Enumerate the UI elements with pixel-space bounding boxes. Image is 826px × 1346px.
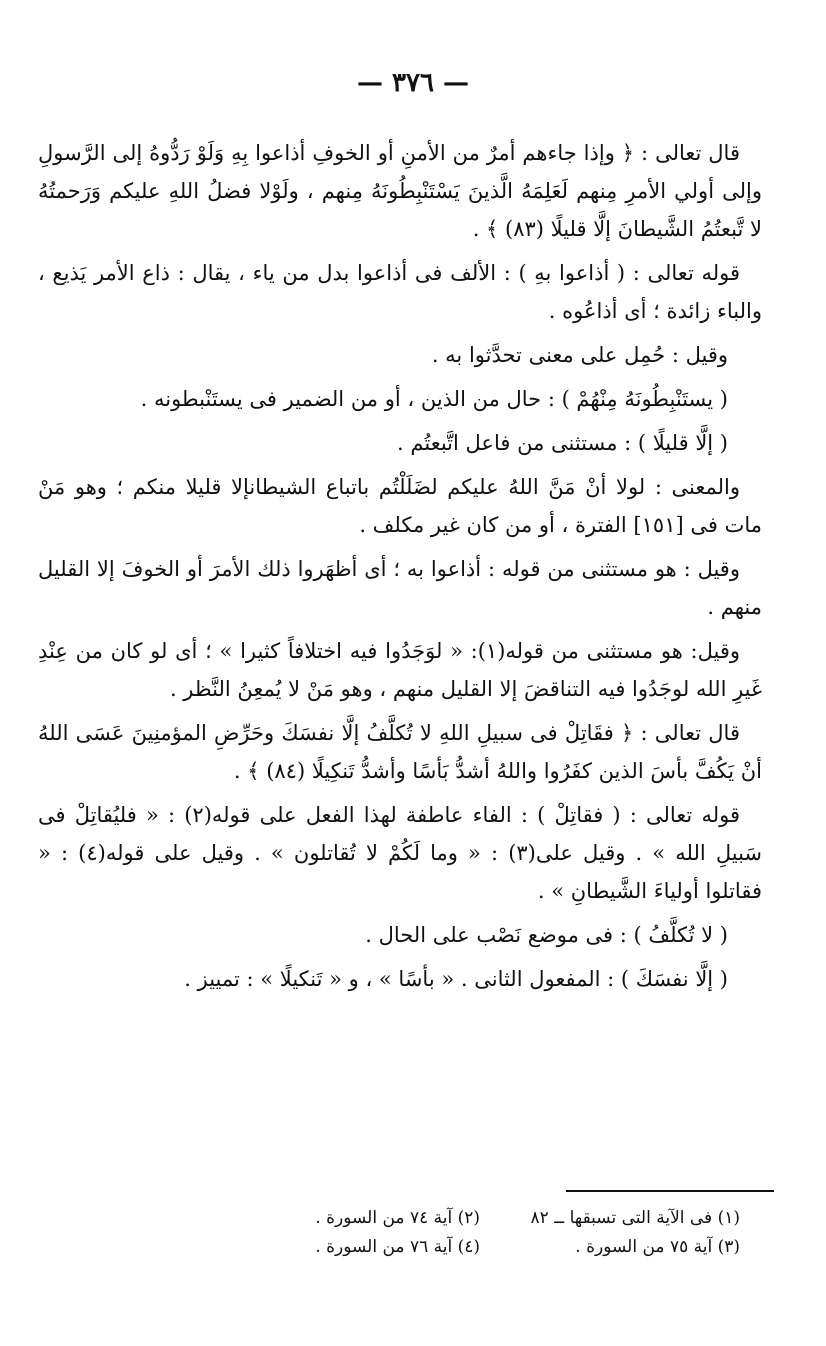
- commentary-paragraph: ( لا تُكلَّفُ ) : فى موضع نَصْب على الحال .: [365, 923, 728, 947]
- commentary-paragraph: والمعنى : لولا أنْ مَنَّ اللهُ عليكم لضَلَلْتُم باتباع الشيطانإلا قليلا منكم ؛ وهو مَنْ مات فى [١٥١] الفترة ، أو من كان غير مكلف .: [38, 475, 762, 537]
- verse-83-paragraph: قال تعالى : ﴿ وإذا جاءهم أمرٌ من الأمنِ أو الخوفِ أذاعوا بِهِ وَلَوْ رَدُّوهُ إلى الرَّسولِ وإلى أولي الأمرِ مِنهم لَعَلِمَهُ الَّذينَ يَسْتَنْبِطُونَهُ مِنهم ، ولَوْلا فضلُ اللهِ عليكم وَرَحمتُهُ لا تَّبعتُمُ الشَّيطانَ إلَّا قليلًا (٨٣) ﴾ .: [38, 141, 762, 241]
- footnote-divider: [566, 1190, 774, 1192]
- footnote: (٤) آية ٧٦ من السورة .: [315, 1237, 480, 1257]
- footnote: (١) فى الآية التى تسبقها ــ ٨٢: [530, 1208, 740, 1228]
- footnote: (٢) آية ٧٤ من السورة .: [315, 1208, 480, 1228]
- commentary-paragraph: قوله تعالى : ( فقاتِلْ ) : الفاء عاطفة لهذا الفعل على قوله(٢) : « فليُقاتِلْ فى سَبيلِ الله » . وقيل على(٣) : « وما لَكُمْ لا تُقاتلون » . وقيل على قوله(٤) : « فقاتلوا أولياءَ الشَّيطانِ » .: [38, 803, 762, 903]
- commentary-paragraph: وقيل: هو مستثنى من قوله(١): « لوَجَدُوا فيه اختلافاً كثيرا » ؛ أى لو كان من عِنْدِ غَيرِ الله لوجَدُوا فيه التناقضَ إلا القليل منهم ، وهو مَنْ لا يُمعِنُ النَّظر .: [38, 639, 762, 701]
- body-text: [38, 134, 762, 1004]
- commentary-paragraph: ( إلَّا قليلًا ) : مستثنى من فاعل اتَّبعتُم .: [397, 431, 728, 455]
- verse-84-paragraph: قال تعالى : ﴿ فقَاتِلْ فى سبيلِ اللهِ لا تُكلَّفُ إلَّا نفسَكَ وحَرِّضِ المؤمنِينَ عَسَى اللهُ أنْ يَكُفَّ بأسَ الذين كفَرُوا واللهُ أشدُّ بَأسًا وأشدُّ تَنكِيلًا (٨٤) ﴾ .: [38, 721, 762, 783]
- footnote: (٣) آية ٧٥ من السورة .: [575, 1237, 740, 1257]
- footnotes: [240, 1204, 740, 1262]
- page-number: — ٣٧٦ —: [356, 68, 470, 98]
- footnote-row: [240, 1233, 740, 1262]
- commentary-paragraph: ( إلَّا نفسَكَ ) : المفعول الثانى . « بأسًا » ، و « تَنكيلًا » : تمييز .: [184, 967, 728, 991]
- commentary-paragraph: وقيل : حُمِل على معنى تحدَّثوا به .: [431, 343, 728, 367]
- footnote-row: [240, 1204, 740, 1233]
- commentary-paragraph: قوله تعالى : ( أذاعوا بهِ ) : الألف فى أذاعوا بدل من ياء ، يقال : ذاع الأمر يَذيع ، والباء زائدة ؛ أى أذاعُوه .: [38, 261, 762, 323]
- commentary-paragraph: وقيل : هو مستثنى من قوله : أذاعوا به ؛ أى أظهَروا ذلك الأمرَ أو الخوفَ إلا القليل منهم .: [38, 557, 762, 619]
- commentary-paragraph: ( يستَنْبِطُونَهُ مِنْهُمْ ) : حال من الذين ، أو من الضمير فى يستَنْبطونه .: [140, 387, 728, 411]
